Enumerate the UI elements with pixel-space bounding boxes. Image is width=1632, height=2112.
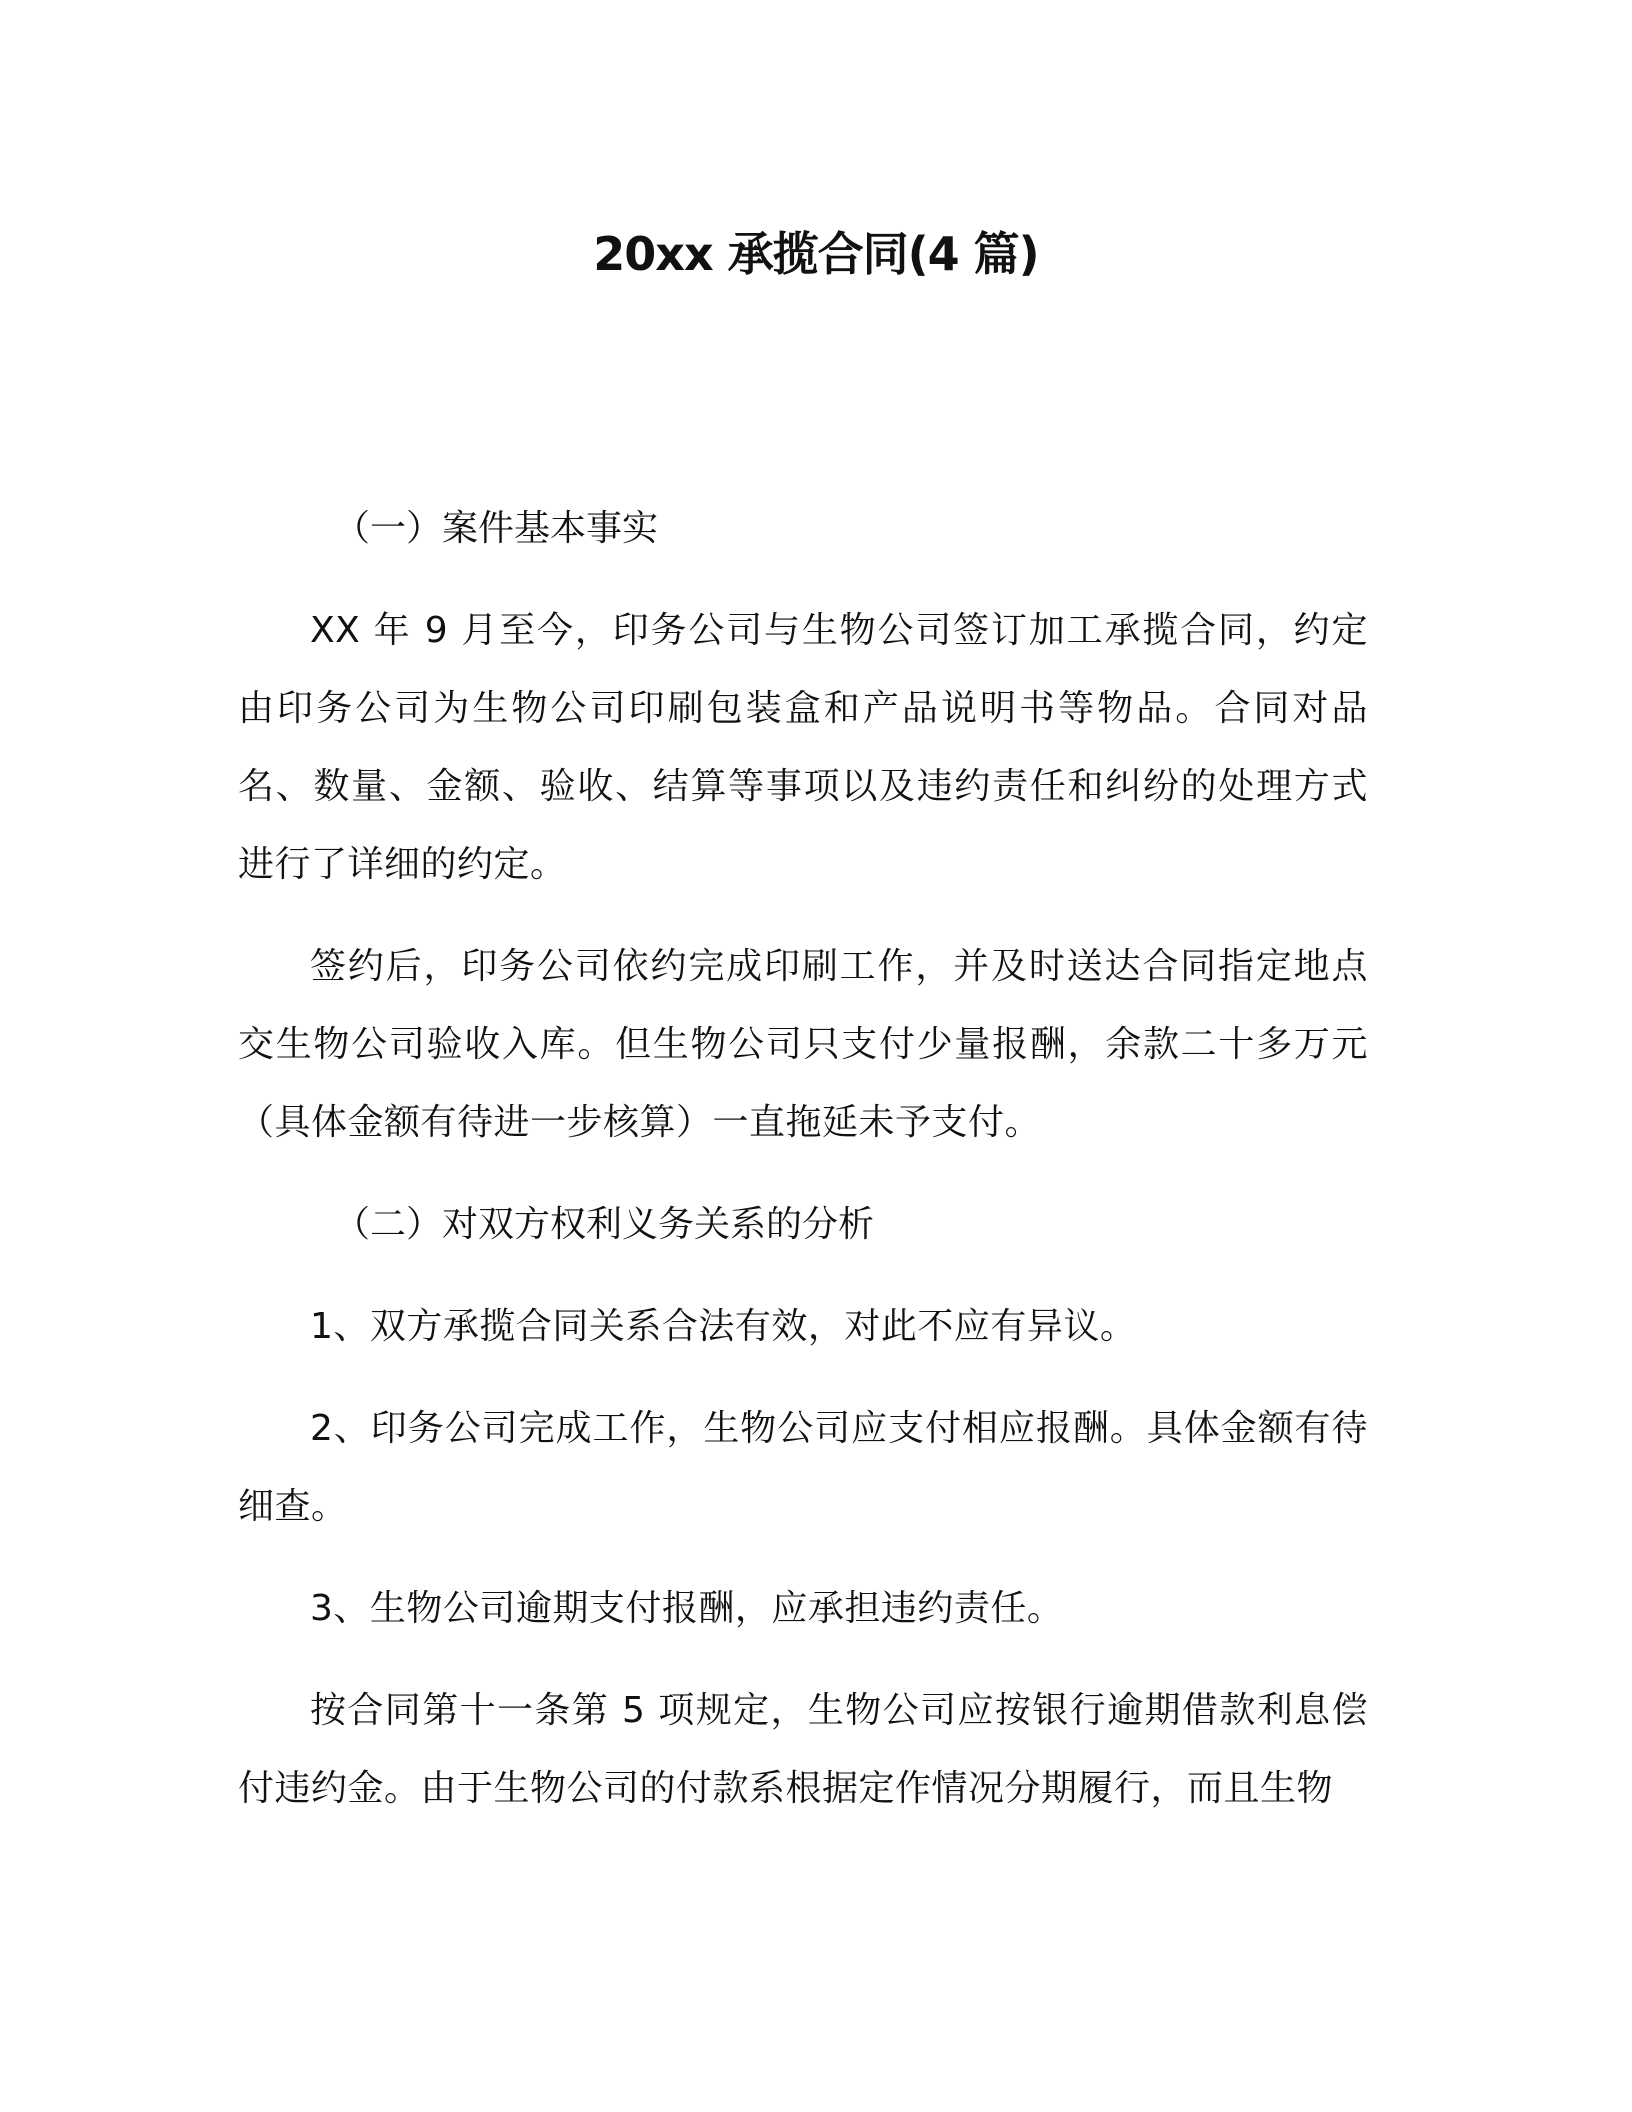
paragraph-facts-2: 签约后，印务公司依约完成印刷工作，并及时送达合同指定地点交生物公司验收入库。但生物公司只支付少量报酬，余款二十多万元（具体金额有待进一步核算）一直拖延未予支付。	[238, 946, 1368, 1143]
section-heading-1: （一）案件基本事实	[334, 508, 659, 549]
paragraph-analysis-3: 3、生物公司逾期支付报酬，应承担违约责任。	[310, 1588, 1064, 1629]
document-title: 20xx 承揽合同(4 篇)	[593, 227, 1039, 281]
paragraph-analysis-2: 2、印务公司完成工作，生物公司应支付相应报酬。具体金额有待细查。	[238, 1408, 1368, 1527]
paragraph-analysis-1: 1、双方承揽合同关系合法有效，对此不应有异议。	[310, 1306, 1137, 1347]
section-heading-2: （二）对双方权利义务关系的分析	[334, 1204, 875, 1245]
document-body	[238, 490, 1368, 1852]
paragraph-analysis-4: 按合同第十一条第 5 项规定，生物公司应按银行逾期借款利息偿付违约金。由于生物公司的付款系根据定作情况分期履行，而且生物	[238, 1690, 1368, 1809]
paragraph-facts-1: XX 年 9 月至今，印务公司与生物公司签订加工承揽合同，约定由印务公司为生物公司印刷包装盒和产品说明书等物品。合同对品名、数量、金额、验收、结算等事项以及违约责任和纠纷的处理方式进行了详细的约定。	[238, 610, 1368, 885]
